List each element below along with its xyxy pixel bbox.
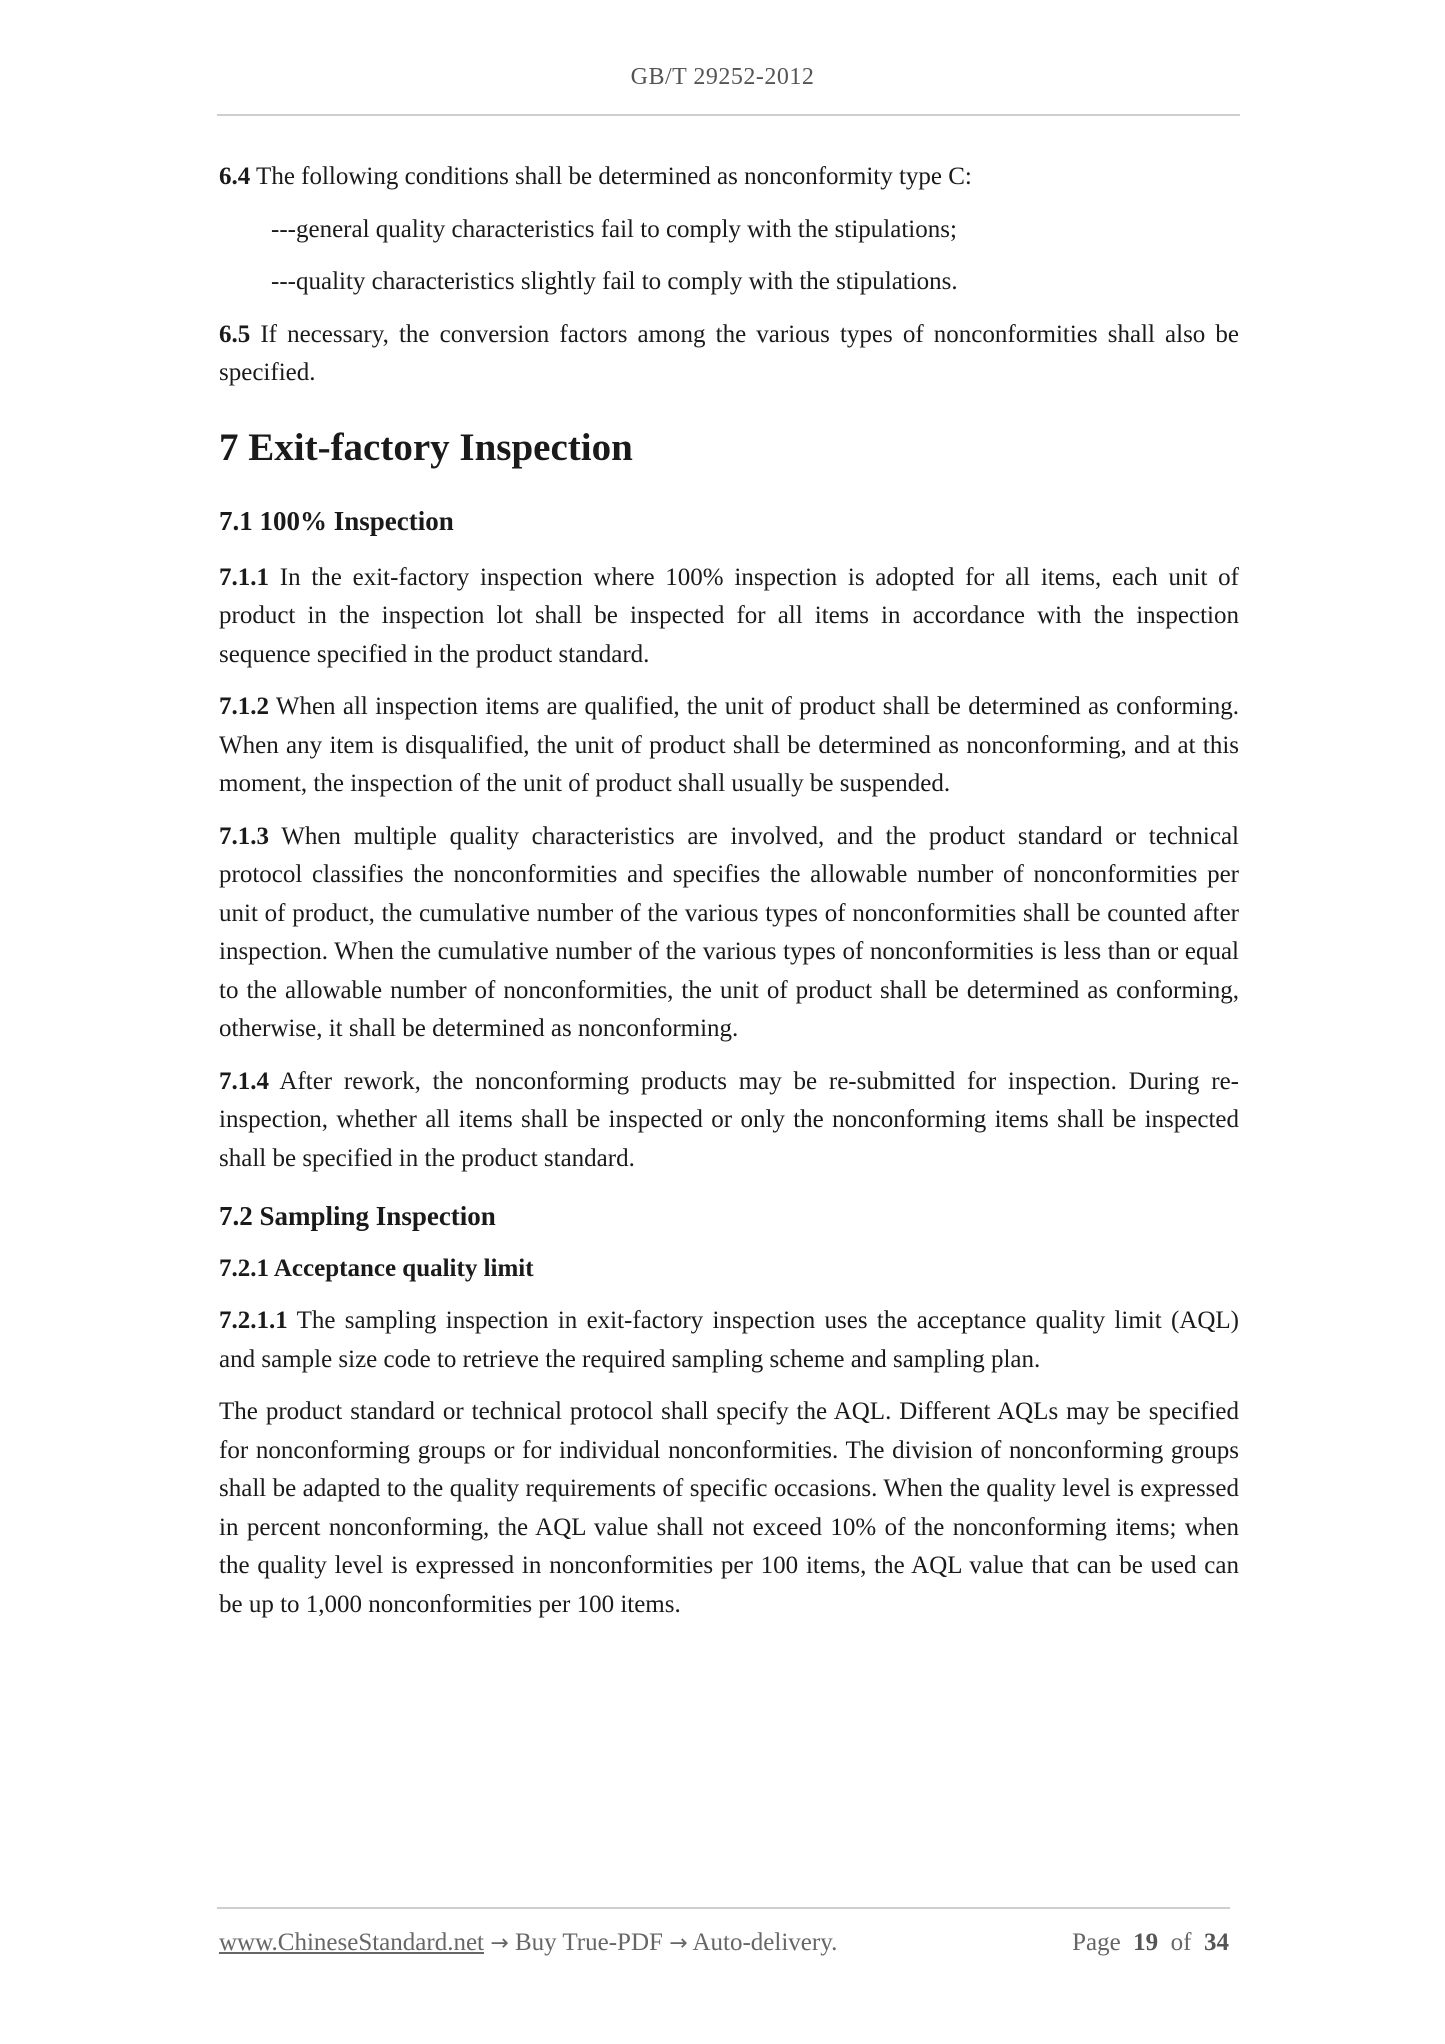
clause-7-1-2 bbox=[219, 688, 1239, 804]
clause-7-1-4 bbox=[219, 1063, 1239, 1179]
list-item: ---quality characteristics slightly fail to comply with the stipulations. bbox=[271, 268, 958, 295]
page-footer bbox=[219, 1929, 1229, 1957]
footer-left bbox=[219, 1929, 837, 1957]
delivery-text: Auto-delivery. bbox=[692, 1929, 838, 1956]
clause-text: If necessary, the conversion factors among the various types of nonconformities shall also be specified. bbox=[219, 320, 1239, 386]
page-label: Page bbox=[1072, 1929, 1121, 1956]
arrow-right-icon: → bbox=[490, 1931, 509, 1956]
clause-7-1-3 bbox=[219, 818, 1239, 1049]
clause-6-5 bbox=[219, 316, 1239, 393]
section-heading: 7.2 Sampling Inspection bbox=[219, 1201, 496, 1231]
list-item: ---general quality characteristics fail to comply with the stipulations; bbox=[271, 215, 957, 243]
clause-7-1-1 bbox=[219, 559, 1239, 675]
clause-text: When all inspection items are qualified, the unit of product shall be determined as conforming. When any item is disqualified, the unit of product shall be determined as nonconforming, and at this moment, the inspection of the unit of product shall usually be suspended. bbox=[219, 693, 1239, 797]
document-body bbox=[219, 158, 1239, 1624]
clause-text: In the exit-factory inspection where 100% inspection is adopted for all items, each unit of product in the inspection lot shall be inspected for all items in accordance with the inspection sequence specified in the product standard. bbox=[219, 563, 1239, 668]
clause-text: After rework, the nonconforming products may be re-submitted for inspection. During re-inspection, whether all items shall be inspected or only the nonconforming items shall be inspected shall be specified in the product standard. bbox=[219, 1067, 1239, 1172]
page-current: 19 bbox=[1133, 1929, 1159, 1956]
subsection-heading: 7.2.1 Acceptance quality limit bbox=[219, 1255, 534, 1282]
footer-divider bbox=[217, 1907, 1230, 1909]
of-label: of bbox=[1170, 1929, 1192, 1956]
clause-number: 7.1.3 bbox=[219, 822, 269, 850]
clause-text: The following conditions shall be determined as nonconformity type C: bbox=[250, 163, 972, 190]
page-total: 34 bbox=[1204, 1929, 1229, 1956]
clause-6-4 bbox=[219, 158, 1239, 197]
clause-number: 7.1.1 bbox=[219, 563, 269, 591]
header-divider bbox=[217, 114, 1240, 116]
clause-number: 7.1.2 bbox=[219, 693, 269, 720]
clause-number: 6.5 bbox=[219, 320, 251, 348]
clause-text: When multiple quality characteristics are involved, and the product standard or technical protocol classifies the nonconformities and specifies the allowable number of nonconformities per unit of product, the cumulative number of the various types of nonconformities shall be counted after inspection. When the cumulative number of the various types of nonconformities is less than or equal to the allowable number of nonconformities, the unit of product shall be determined as conforming, otherwise, it shall be determined as nonconforming. bbox=[219, 822, 1239, 1042]
page-indicator bbox=[1072, 1929, 1229, 1957]
clause-text: The sampling inspection in exit-factory inspection uses the acceptance quality limit (AQL) and sample size code to retrieve the required sampling scheme and sampling plan. bbox=[219, 1307, 1239, 1373]
arrow-right-icon: → bbox=[669, 1931, 688, 1956]
clause-7-2-1-1 bbox=[219, 1302, 1239, 1379]
aql-paragraph: The product standard or technical protocol shall specify the AQL. Different AQLs may be specified for nonconforming groups or for individual nonconformities. The division of nonconforming groups shall be adapted to the quality requirements of specific occasions. When the quality level is expressed in percent nonconforming, the AQL value shall not exceed 10% of the nonconforming items; when the quality level is expressed in nonconformities per 100 items, the AQL value that can be used can be up to 1,000 nonconformities per 100 items. bbox=[219, 1398, 1239, 1618]
website-link[interactable]: www.ChineseStandard.net bbox=[219, 1929, 484, 1956]
clause-number: 6.4 bbox=[219, 163, 251, 190]
clause-number: 7.1.4 bbox=[219, 1067, 269, 1095]
clause-number: 7.2.1.1 bbox=[219, 1307, 288, 1334]
buy-text: Buy True-PDF bbox=[514, 1929, 663, 1956]
page-header-title: GB/T 29252-2012 bbox=[630, 64, 815, 90]
chapter-heading: 7 Exit-factory Inspection bbox=[219, 425, 633, 469]
section-heading: 7.1 100% Inspection bbox=[219, 505, 454, 536]
